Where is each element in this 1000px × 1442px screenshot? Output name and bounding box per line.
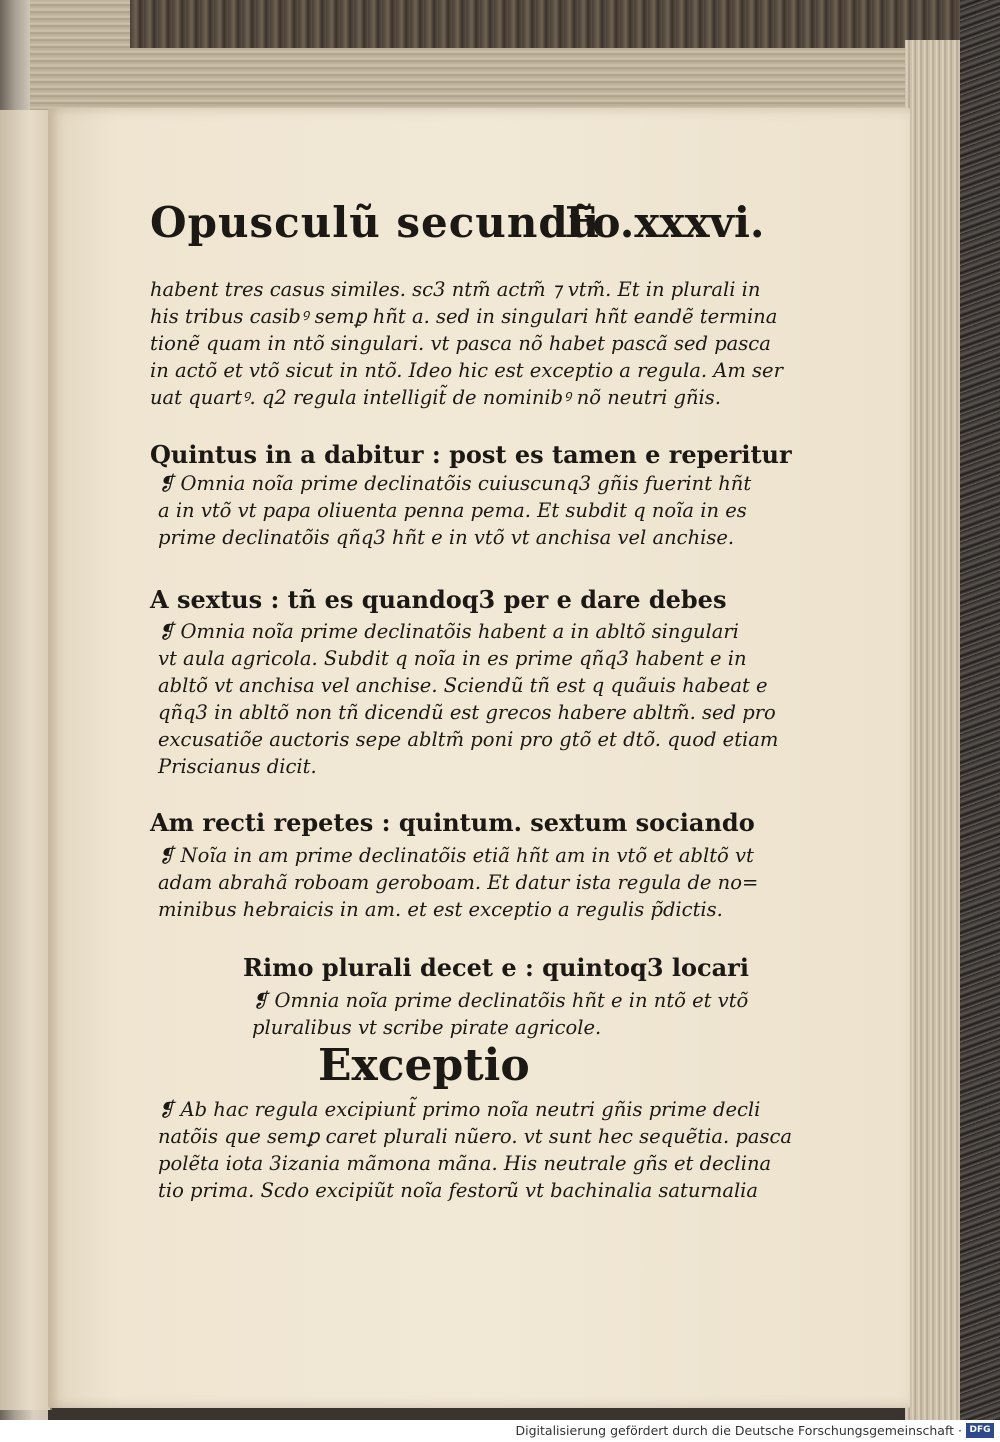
text-line: polẽta iota 3izania mãmona mãna. His neutrale gñs et declina	[158, 1152, 772, 1175]
exception-heading: Exceptio	[318, 1040, 530, 1091]
paragraph-2	[158, 470, 751, 551]
paragraph-4	[158, 842, 758, 923]
text-line: tio prima. Scdo excipiũt noĩa festorũ vt bachinalia saturnalia	[158, 1179, 759, 1202]
text-line: qñq3 in abltõ non tñ dicendũ est grecos habere abltm̃. sed pro	[158, 701, 776, 724]
text-line: his tribus casibꝰ semꝑ hñt a. sed in singulari hñt eandẽ termina	[150, 305, 778, 328]
verse-3	[150, 808, 755, 838]
left-page-edge	[0, 110, 52, 1410]
text-line: in actõ et vtõ sicut in ntõ. Ideo hic est exceptio a regula. Am ser	[150, 359, 783, 382]
text-line: prime declinatõis qñq3 hñt e in vtõ vt anchisa vel anchise.	[158, 526, 735, 549]
text-line: habent tres casus similes. sc3 ntm̃ actm̃ ⁊ vtm̃. Et in plurali in	[150, 278, 761, 301]
funding-credit: Digitalisierung gefördert durch die Deutsche Forschungsgemeinschaft ·	[515, 1423, 962, 1438]
verse-2	[150, 585, 726, 615]
verse-1	[150, 440, 792, 470]
paragraph-5	[252, 987, 748, 1041]
text-line: ❡ Noĩa in am prime declinatõis etiã hñt am in vtõ et abltõ vt	[158, 844, 754, 867]
verse-line: Rimo plurali decet e : quintoq3 locari	[243, 953, 749, 982]
text-line: tionẽ quam in ntõ singulari. vt pasca nõ habet pascã sed pasca	[150, 332, 771, 355]
text-line: ❡ Omnia noĩa prime declinatõis habent a in abltõ singulari	[158, 620, 739, 643]
verse-line: Am recti repetes : quintum. sextum sociando	[150, 808, 755, 837]
text-line: natõis que semꝑ caret plurali nũero. vt sunt hec sequẽtia. pasca	[158, 1125, 793, 1148]
text-line: a in vtõ vt papa oliuenta penna pema. Et subdit q noĩa in es	[158, 499, 747, 522]
text-line: pluralibus vt scribe pirate agricole.	[252, 1016, 602, 1039]
running-header: Opusculũ secundũ	[150, 198, 601, 247]
text-line: excusatiõe auctoris sepe abltm̃ poni pro gtõ et dtõ. quod etiam	[158, 728, 779, 751]
paragraph-1	[150, 276, 783, 411]
footer-bar	[0, 1420, 1000, 1442]
right-cover	[960, 0, 1000, 1420]
text-line: ❡ Ab hac regula excipiunt̃ primo noĩa neutri gñis prime decli	[158, 1098, 761, 1121]
text-line: adam abrahã roboam geroboam. Et datur ista regula de no=	[158, 871, 759, 894]
text-line: ❡ Omnia noĩa prime declinatõis hñt e in ntõ et vtõ	[252, 989, 749, 1012]
dfg-logo: DFG	[966, 1423, 994, 1438]
top-cover-edge	[130, 0, 970, 48]
verse-line: A sextus : tñ es quandoq3 per e dare debes	[150, 585, 727, 614]
text-line: ❡ Omnia noĩa prime declinatõis cuiuscunq3 gñis fuerint hñt	[158, 472, 752, 495]
text-line: vt aula agricola. Subdit q noĩa in es prime qñq3 habent e in	[158, 647, 747, 670]
text-line: abltõ vt anchisa vel anchise. Sciendũ tñ est q quãuis habeat e	[158, 674, 768, 697]
text-line: minibus hebraicis in am. et est exceptio a regulis p̃dictis.	[158, 898, 723, 921]
verse-4	[243, 953, 749, 983]
verse-line: Quintus in a dabitur : post es tamen e reperitur	[150, 440, 792, 469]
text-line: uat quartꝰ. q2 regula intelligit̃ de nominibꝰ nõ neutri gñis.	[150, 386, 721, 409]
paragraph-3	[158, 618, 778, 780]
text-line: Priscianus dicit.	[158, 755, 317, 778]
folio-number: Fo.xxxvi.	[565, 198, 765, 247]
paragraph-6	[158, 1096, 792, 1204]
